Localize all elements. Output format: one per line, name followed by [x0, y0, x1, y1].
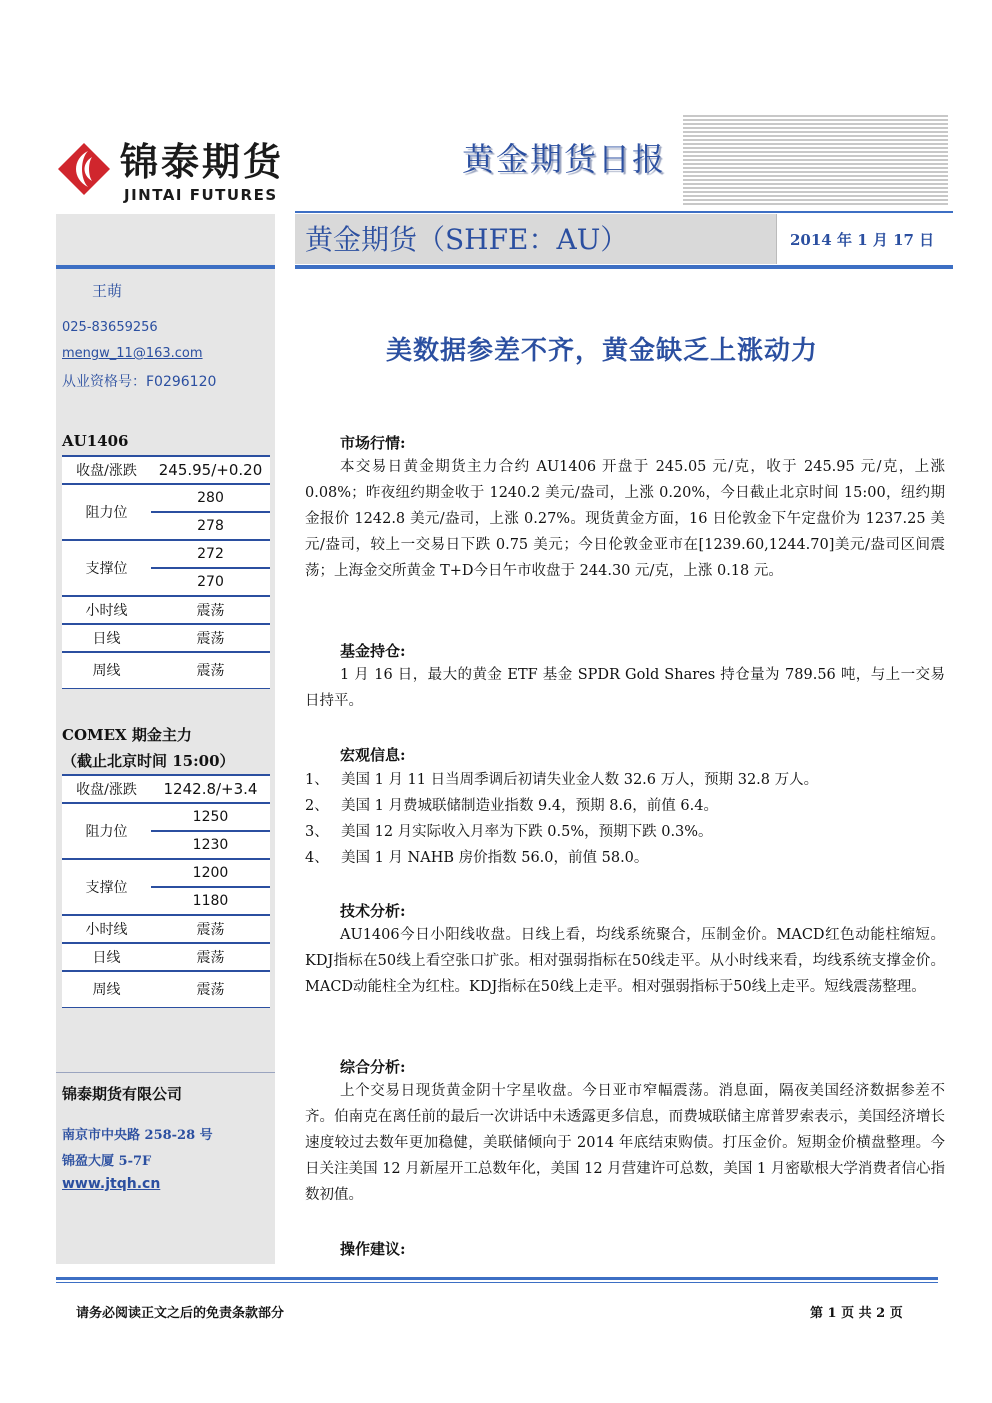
comex-weekly-value: 震荡: [151, 971, 270, 1007]
title-rule-bottom: [295, 265, 953, 269]
logo-chinese-name: 锦泰期货: [120, 139, 285, 184]
comex-resistance-label: 阻力位: [62, 803, 151, 859]
au-weekly-value: 震荡: [151, 652, 270, 688]
author-license: 从业资格号：F0296120: [62, 374, 217, 390]
au-close-label: 收盘/涨跌: [62, 456, 151, 484]
macro-item-text: 美国 1 月 11 日当周季调后初请失业金人数 32.6 万人，预期 32.8 万人。: [341, 772, 819, 788]
comex-table: [62, 774, 270, 1008]
macro-item-number: 4、: [305, 850, 329, 866]
comex-support-2: 1180: [151, 887, 270, 915]
macro-item-number: 1、: [305, 772, 329, 788]
product-title: 黄金期货（SHFE：AU）: [305, 223, 629, 256]
title-rule-top: [295, 211, 953, 213]
comex-support-label: 支撑位: [62, 859, 151, 915]
au-resistance-label: 阻力位: [62, 484, 151, 540]
au-support-label: 支撑位: [62, 540, 151, 596]
footer-rule: [56, 1277, 938, 1280]
footer-page-number: 第 1 页 共 2 页: [810, 1306, 903, 1321]
company-name: 锦泰期货有限公司: [62, 1085, 183, 1103]
comex-table-subtitle: （截止北京时间 15:00）: [62, 752, 235, 770]
comex-weekly-label: 周线: [62, 971, 151, 1007]
advice-section-title: 操作建议:: [340, 1240, 406, 1258]
comex-support-1: 1200: [151, 859, 270, 887]
au-hourly-label: 小时线: [62, 596, 151, 624]
report-title: 黄金期货日报: [462, 140, 667, 178]
comex-hourly-value: 震荡: [151, 915, 270, 943]
market-paragraph: 本交易日黄金期货主力合约 AU1406 开盘于 245.05 元/克，收于 245.95 元/克，上涨 0.08%；昨夜纽约期金收于 1240.2 美元/盎司，上涨 0.20%，今日截止北京时间 15:00，纽约期金报价 1242.8 美元/盎司，上涨 0.27%。现货黄金方面，16 日伦敦金下午定盘价为 1237.25 美元/盎司，较上一交易日下跌 0.75 美元；今日伦敦金亚市在[1239.60,1244.70]美元/盎司区间震荡；上海金交所黄金 T+D今日午市收盘于 244.30 元/克，上涨 0.18 元。: [305, 459, 945, 579]
au-resistance-2: 278: [151, 512, 270, 540]
footer-rule-thin: [56, 1282, 938, 1283]
au-table: [62, 455, 270, 689]
au-table-title: AU1406: [62, 432, 129, 450]
fund-section-title: 基金持仓:: [340, 642, 406, 660]
report-headline: 美数据参差不齐，黄金缺乏上涨动力: [386, 336, 819, 366]
au-daily-value: 震荡: [151, 624, 270, 652]
au-close-value: 245.95/+0.20: [151, 456, 270, 484]
report-date: 2014 年 1 月 17 日: [790, 231, 935, 249]
au-support-1: 272: [151, 540, 270, 568]
summary-section-title: 综合分析:: [340, 1058, 406, 1076]
comex-close-value: 1242.8/+3.4: [151, 775, 270, 803]
macro-item: [305, 767, 818, 793]
macro-item-number: 2、: [305, 798, 329, 814]
tech-paragraph: AU1406今日小阳线收盘。日线上看，均线系统聚合，压制金价。MACD红色动能柱缩短。KDJ指标在50线上看空张口扩张。相对强弱指标在50线走平。从小时线来看，均线系统支撑金价。MACD动能柱全为红柱。KDJ指标在50线上走平。相对强弱指标于50线上走平。短线震荡整理。: [305, 927, 945, 995]
comex-daily-value: 震荡: [151, 943, 270, 971]
summary-paragraph: 上个交易日现货黄金阴十字星收盘。今日亚市窄幅震荡。消息面，隔夜美国经济数据参差不齐。伯南克在离任前的最后一次讲话中未透露更多信息，而费城联储主席普罗索表示，美国经济增长速度较过去数年更加稳健，美联储倾向于 2014 年底结束购债。打压金价。短期金价横盘整理。今日关注美国 12 月新屋开工总数年化，美国 12 月营建许可总数，美国 1 月密歇根大学消费者信心指数初值。: [305, 1083, 945, 1203]
macro-item-number: 3、: [305, 824, 329, 840]
macro-item-text: 美国 1 月费城联储制造业指数 9.4，预期 8.6，前值 6.4。: [341, 798, 718, 814]
macro-item: [305, 793, 718, 819]
macro-item-text: 美国 12 月实际收入月率为下跌 0.5%，预期下跌 0.3%。: [341, 824, 713, 840]
author-name: 王萌: [92, 282, 123, 300]
comex-daily-label: 日线: [62, 943, 151, 971]
company-address-1: 南京市中央路 258-28 号: [62, 1128, 213, 1143]
logo-english-name: JINTAI FUTURES: [124, 186, 278, 204]
au-hourly-value: 震荡: [151, 596, 270, 624]
macro-item-text: 美国 1 月 NAHB 房价指数 56.0，前值 58.0。: [341, 850, 649, 866]
macro-section-title: 宏观信息:: [340, 746, 406, 764]
au-weekly-label: 周线: [62, 652, 151, 688]
sidebar-rule: [56, 265, 275, 269]
au-daily-label: 日线: [62, 624, 151, 652]
jintai-logo-icon: [58, 143, 110, 195]
author-email-link[interactable]: mengw_11@163.com: [62, 346, 203, 361]
fund-paragraph: 1 月 16 日，最大的黄金 ETF 基金 SPDR Gold Shares 持仓量为 789.56 吨，与上一交易日持平。: [305, 667, 945, 709]
tech-section-title: 技术分析:: [340, 902, 406, 920]
comex-resistance-1: 1250: [151, 803, 270, 831]
company-website-link[interactable]: www.jtqh.cn: [62, 1176, 161, 1192]
company-address-2: 锦盈大厦 5-7F: [62, 1154, 152, 1169]
macro-item: [305, 845, 648, 871]
footer-disclaimer: 请务必阅读正文之后的免责条款部分: [76, 1306, 285, 1321]
comex-close-label: 收盘/涨跌: [62, 775, 151, 803]
au-resistance-1: 280: [151, 484, 270, 512]
author-phone: 025-83659256: [62, 320, 158, 335]
market-section-title: 市场行情:: [340, 434, 406, 452]
header-stripes: [683, 115, 948, 207]
comex-resistance-2: 1230: [151, 831, 270, 859]
macro-item: [305, 819, 713, 845]
comex-table-title: COMEX 期金主力: [62, 726, 192, 744]
comex-hourly-label: 小时线: [62, 915, 151, 943]
company-divider: [56, 1072, 275, 1073]
au-support-2: 270: [151, 568, 270, 596]
